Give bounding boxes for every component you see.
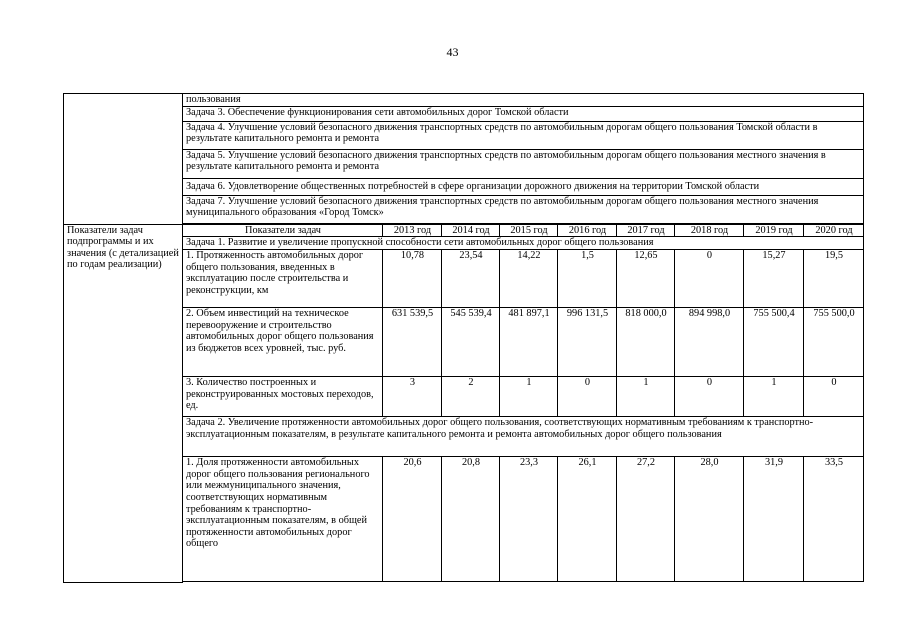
- value-cell: 755 500,4: [744, 308, 804, 377]
- left-label-cell: Показатели задач подпрограммы и их значения (с детализацией по годам реализации): [64, 224, 183, 582]
- indicator-name: 1. Протяженность автомобильных дорог общего пользования, введенных в эксплуатацию после строительства и реконструкции, км: [183, 250, 383, 308]
- value-cell: 27,2: [617, 457, 675, 582]
- header-year: 2017 год: [617, 224, 675, 237]
- value-cell: 10,78: [383, 250, 442, 308]
- value-cell: 1: [744, 377, 804, 417]
- page-number: 43: [446, 45, 459, 59]
- task-5-row: Задача 5. Улучшение условий безопасного движения транспортных средств по автомобильным дорогам общего пользования местного значения в результате капитального ремонта и ремонта: [183, 149, 864, 178]
- table-row: [64, 250, 864, 308]
- value-cell: 20,6: [383, 457, 442, 582]
- indicators-table: [63, 93, 864, 583]
- value-cell: 14,22: [500, 250, 558, 308]
- task-4-row: Задача 4. Улучшение условий безопасного движения транспортных средств по автомобильным дорогам общего пользования Томской области в результате капитального ремонта и ремонта: [183, 121, 864, 149]
- value-cell: 545 539,4: [442, 308, 500, 377]
- task-6-row: Задача 6. Удовлетворение общественных потребностей в сфере организации дорожного движения на территории Томской области: [183, 178, 864, 195]
- value-cell: 0: [675, 250, 744, 308]
- task-3-row: Задача 3. Обеспечение функционирования сети автомобильных дорог Томской области: [183, 106, 864, 121]
- header-year: 2015 год: [500, 224, 558, 237]
- value-cell: 481 897,1: [500, 308, 558, 377]
- value-cell: 2: [442, 377, 500, 417]
- value-cell: 0: [558, 377, 617, 417]
- value-cell: 0: [675, 377, 744, 417]
- table-row: [64, 377, 864, 417]
- value-cell: 1: [500, 377, 558, 417]
- value-cell: 0: [804, 377, 864, 417]
- task-row: пользования: [183, 94, 864, 107]
- indicator-name: 2. Объем инвестиций на техническое перевооружение и строительство автомобильных дорог общего пользования из бюджетов всех уровней, тыс. руб.: [183, 308, 383, 377]
- value-cell: 33,5: [804, 457, 864, 582]
- indicator-name: 1. Доля протяженности автомобильных дорог общего пользования регионального или межмуниципального значения, соответствующих нормативным требованиям к транспортно-эксплуатационным показателям, в общей протяженности автомобильных дорог общего: [183, 457, 383, 582]
- task-2-title: Задача 2. Увеличение протяженности автомобильных дорог общего пользования, соответствующих нормативным требованиям к транспортно-эксплуатационным показателям, в результате капитального ремонта и ремонта автомобильных дорог общего пользования: [183, 417, 864, 457]
- header-year: 2019 год: [744, 224, 804, 237]
- table-row: [64, 457, 864, 582]
- value-cell: 894 998,0: [675, 308, 744, 377]
- header-year: 2014 год: [442, 224, 500, 237]
- value-cell: 755 500,0: [804, 308, 864, 377]
- value-cell: 3: [383, 377, 442, 417]
- value-cell: 1: [617, 377, 675, 417]
- indicator-name: 3. Количество построенных и реконструированных мостовых переходов, ед.: [183, 377, 383, 417]
- table-row: [64, 308, 864, 377]
- header-indicators: Показатели задач: [183, 224, 383, 237]
- value-cell: 818 000,0: [617, 308, 675, 377]
- header-year: 2016 год: [558, 224, 617, 237]
- value-cell: 12,65: [617, 250, 675, 308]
- task-7-row: Задача 7. Улучшение условий безопасного движения транспортных средств по автомобильным дорогам общего пользования местного значения муниципального образования «Город Томск»: [183, 195, 864, 223]
- value-cell: 996 131,5: [558, 308, 617, 377]
- value-cell: 23,54: [442, 250, 500, 308]
- value-cell: 1,5: [558, 250, 617, 308]
- value-cell: 20,8: [442, 457, 500, 582]
- value-cell: 15,27: [744, 250, 804, 308]
- value-cell: 31,9: [744, 457, 804, 582]
- value-cell: 23,3: [500, 457, 558, 582]
- left-empty-cell: [64, 94, 183, 225]
- value-cell: 26,1: [558, 457, 617, 582]
- value-cell: 19,5: [804, 250, 864, 308]
- header-year: 2020 год: [804, 224, 864, 237]
- task-1-title: Задача 1. Развитие и увеличение пропускной способности сети автомобильных дорог общего пользования: [183, 237, 864, 250]
- value-cell: 28,0: [675, 457, 744, 582]
- header-year: 2013 год: [383, 224, 442, 237]
- header-year: 2018 год: [675, 224, 744, 237]
- value-cell: 631 539,5: [383, 308, 442, 377]
